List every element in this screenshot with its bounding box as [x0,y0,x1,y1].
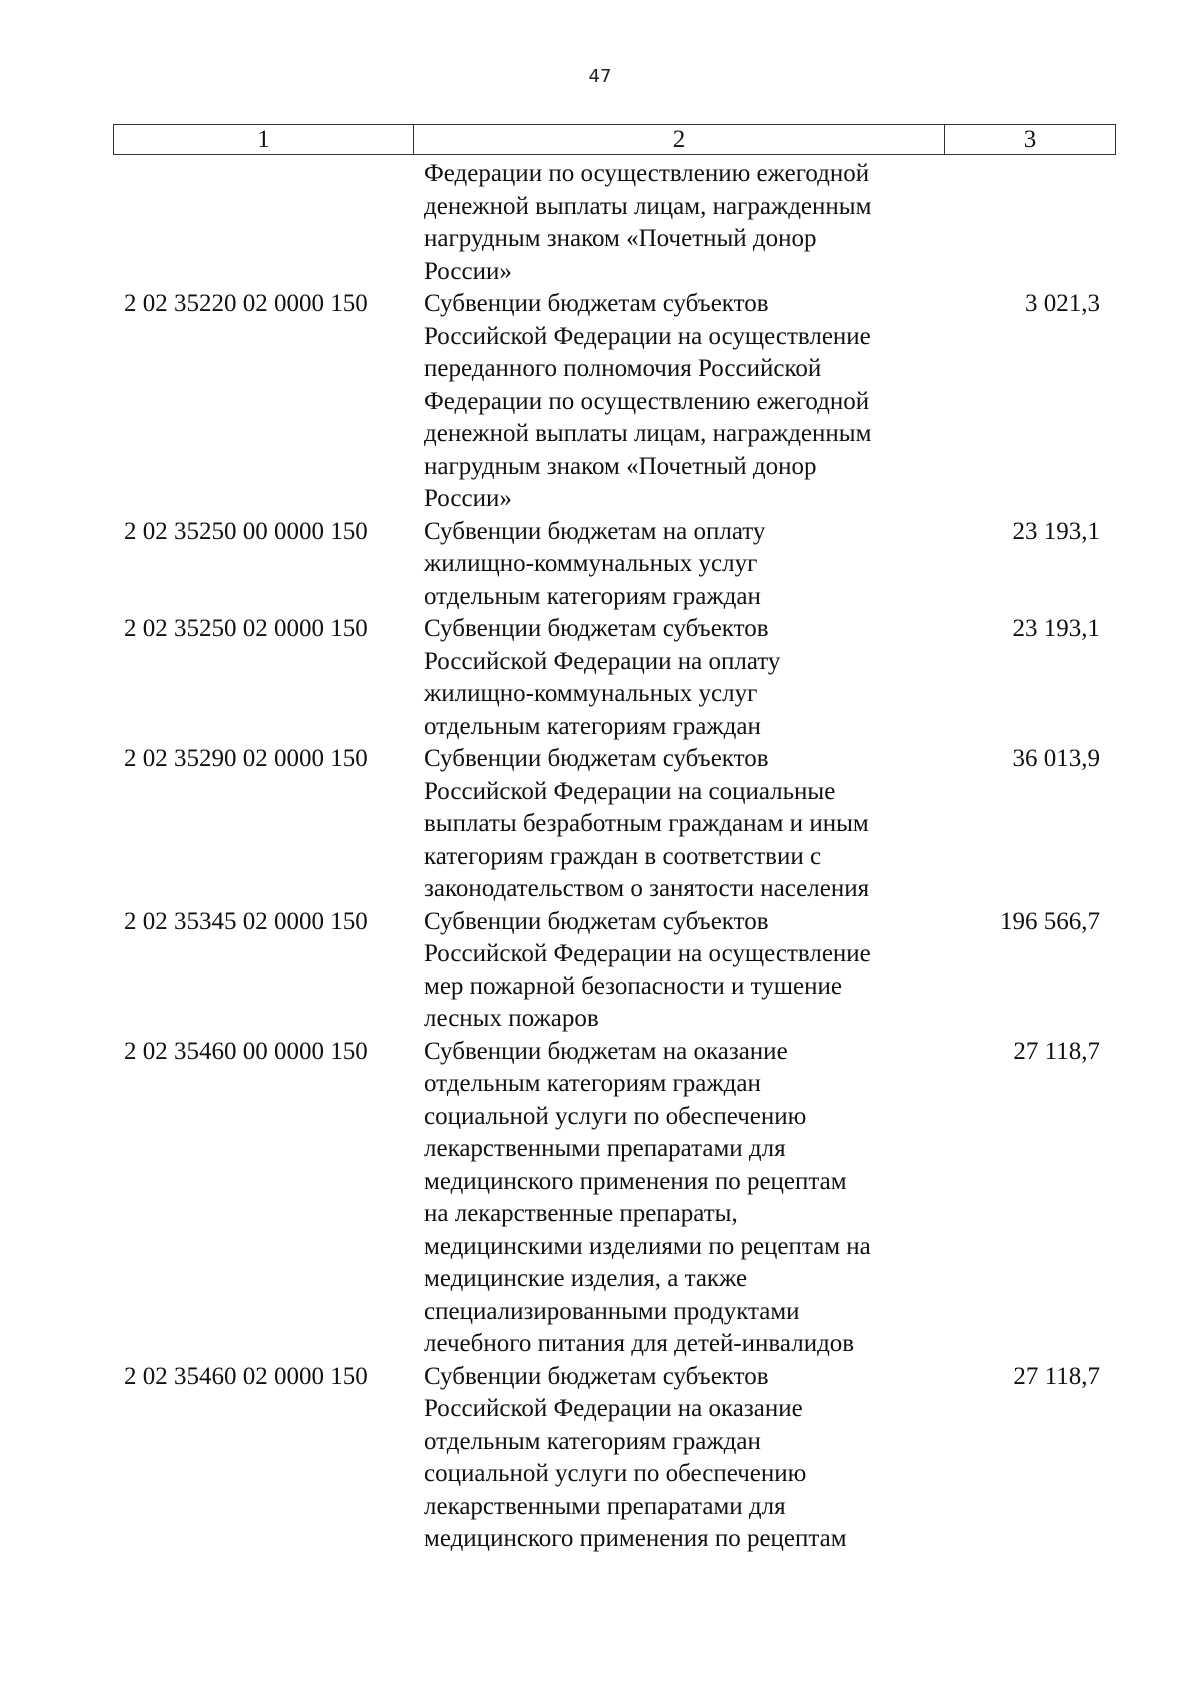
row-description [424,158,944,288]
description-line: Субвенции бюджетам субъектов [424,745,769,772]
description-line: мер пожарной безопасности и тушение [424,972,842,1000]
table-row [0,613,1200,743]
row-code: 2 02 35460 00 0000 150 [124,1037,368,1065]
row-amount: 3 021,3 [1025,290,1100,317]
description-line: законодательством о занятости населения [424,875,870,902]
description-line: жилищно-коммунальных услуг [424,550,758,577]
description-line: отдельным категориям граждан [424,1427,761,1455]
row-code: 2 02 35290 02 0000 150 [124,745,368,772]
table-row [0,1361,1200,1556]
description-line: жилищно-коммунальных услуг [424,680,758,707]
description-line: медицинского применения по рецептам [424,1525,847,1552]
row-code: 2 02 35250 00 0000 150 [124,517,368,545]
description-line: денежной выплаты лицам, награжденным [424,192,872,220]
table-row [0,906,1200,1036]
table-row [0,1036,1200,1361]
description-line: социальной услуги по обеспечению [424,1460,807,1487]
description-line: категориям граждан в соответствии с [424,842,822,870]
column-header-amount: 3 [945,125,1116,155]
table-row [0,288,1200,516]
page-number: 47 [588,66,612,87]
row-amount: 36 013,9 [1012,745,1100,772]
description-line: нагрудным знаком «Почетный донор [424,225,817,252]
description-line: лечебного питания для детей-инвалидов [424,1330,855,1357]
description-line: отдельным категориям граждан [424,1070,761,1097]
row-amount: 27 118,7 [1013,1037,1100,1065]
description-line: отдельным категориям граждан [424,582,761,610]
description-line: нагрудным знаком «Почетный донор [424,452,817,480]
column-header-row [114,125,1116,155]
row-description [424,906,944,1036]
row-amount: 27 118,7 [1013,1362,1100,1390]
description-line: лесных пожаров [424,1005,599,1032]
description-line: Российской Федерации на осуществление [424,322,871,350]
row-code: 2 02 35250 02 0000 150 [124,615,368,642]
description-line: лекарственными препаратами для [424,1135,786,1162]
row-code: 2 02 35220 02 0000 150 [124,290,368,317]
description-line: выплаты безработным гражданам и иным [424,810,869,837]
row-amount: 196 566,7 [1000,907,1100,935]
table-row [0,743,1200,906]
row-code: 2 02 35345 02 0000 150 [124,907,368,935]
column-header-description: 2 [414,125,945,155]
row-code: 2 02 35460 02 0000 150 [124,1362,368,1390]
description-line: Федерации по осуществлению ежегодной [424,387,870,415]
description-line: России» [424,257,512,285]
row-description [424,1361,944,1556]
description-line: России» [424,485,512,512]
description-line: Субвенции бюджетам на оказание [424,1037,788,1065]
row-description [424,516,944,614]
description-line: медицинскими изделиями по рецептам на [424,1232,871,1260]
description-line: Российской Федерации на оказание [424,1395,803,1422]
column-header-table [113,124,1116,155]
description-line: Субвенции бюджетам на оплату [424,517,766,545]
description-line: социальной услуги по обеспечению [424,1102,807,1130]
description-line: медицинские изделия, а также [424,1265,748,1292]
row-description [424,743,944,906]
description-line: Российской Федерации на осуществление [424,940,871,967]
description-line: переданного полномочия Российской [424,355,822,382]
description-line: Субвенции бюджетам субъектов [424,907,769,935]
budget-rows [0,158,1200,1556]
table-row [0,516,1200,614]
description-line: Субвенции бюджетам субъектов [424,615,769,642]
description-line: Субвенции бюджетам субъектов [424,290,769,317]
description-line: на лекарственные препараты, [424,1200,738,1227]
description-line: Субвенции бюджетам субъектов [424,1362,769,1390]
description-line: медицинского применения по рецептам [424,1167,847,1195]
column-header-code: 1 [114,125,414,155]
row-description [424,1036,944,1361]
row-description [424,288,944,516]
row-amount: 23 193,1 [1012,615,1100,642]
row-description [424,613,944,743]
description-line: денежной выплаты лицам, награжденным [424,420,872,447]
description-line: лекарственными препаратами для [424,1492,786,1520]
row-amount: 23 193,1 [1012,517,1100,545]
table-row [0,158,1200,288]
description-line: специализированными продуктами [424,1297,800,1325]
description-line: Российской Федерации на оплату [424,647,781,675]
description-line: Федерации по осуществлению ежегодной [424,160,870,187]
description-line: Российской Федерации на социальные [424,777,836,805]
description-line: отдельным категориям граждан [424,712,761,740]
